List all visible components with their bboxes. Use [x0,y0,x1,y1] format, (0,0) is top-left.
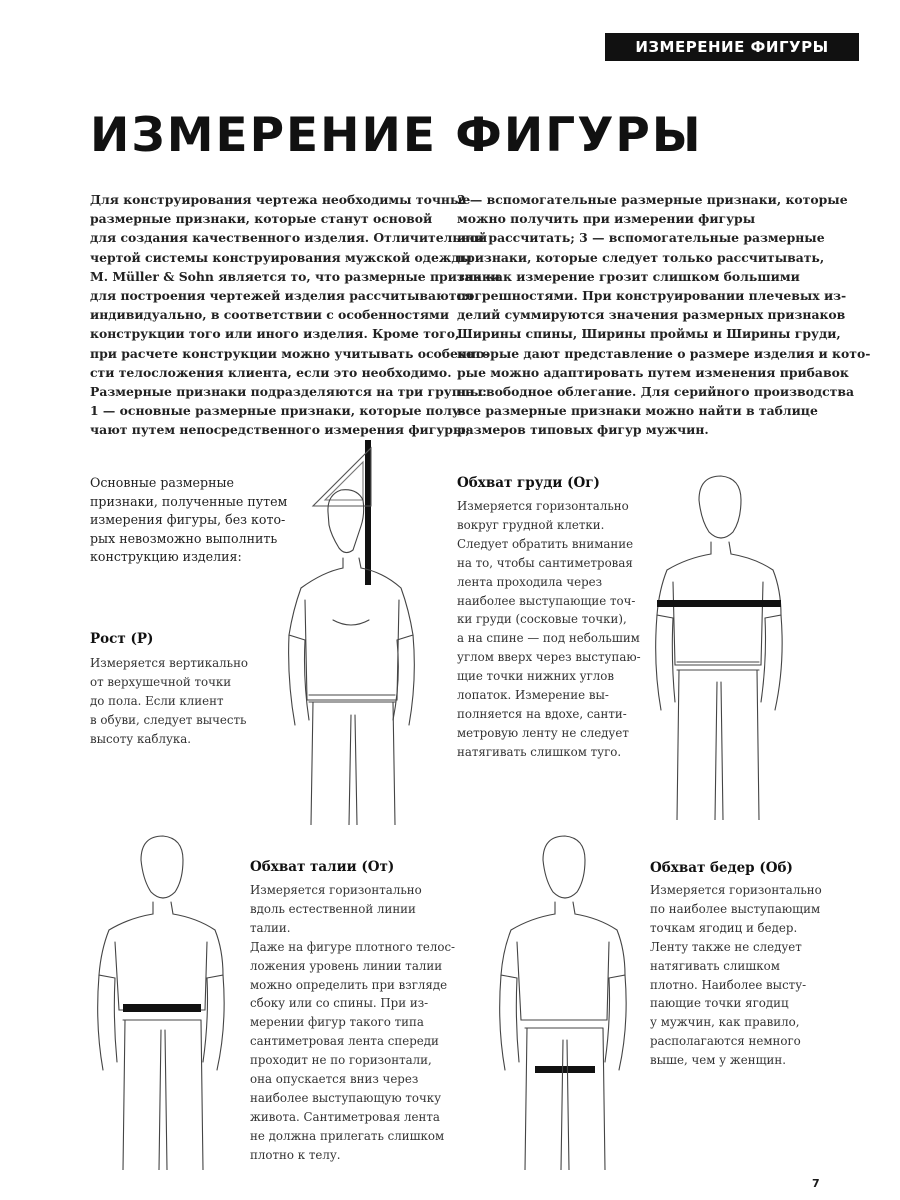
text-line: M. Müller & Sohn является то, что размерные признаки [90,268,501,284]
text-line: талии. [250,920,291,935]
text-line: сантиметровая лента спереди [250,1034,439,1049]
page-number: 7 [812,1177,820,1190]
text-line: а на спине — под небольшим [457,631,640,646]
text-line: для построения чертежей изделия рассчитываются [90,288,474,304]
text-line: Для конструирования чертежа необходимы точные [90,192,471,207]
text-line: от верхушечной точки [90,674,232,689]
text-line: Ширины спины, Ширины проймы и Ширины груди, [457,326,841,342]
page-title: ИЗМЕРЕНИЕ ФИГУРЫ [90,108,703,163]
text-line: все размерные признаки можно найти в таблице [457,403,818,419]
male-figure-waist-icon [95,830,235,1170]
hips-text [650,881,822,1070]
text-line: лента проходила через [457,574,603,589]
text-line: Даже на фигуре плотного телос- [250,939,456,954]
text-line: до пола. Если клиент [90,693,224,708]
text-line: 2 — вспомогательные размерные признаки, которые [457,192,848,207]
text-line: сти телосложения клиента, если это необходимо. [90,364,452,380]
text-line: на свободное облегание. Для серийного производства [457,384,854,400]
chest-title: Обхват груди (Ог) [457,475,600,491]
text-line: натягивать слишком [650,958,780,973]
text-line: так как измерение грозит слишком большими [457,268,800,284]
text-line: рые можно адаптировать путем изменения прибавок [457,364,849,380]
male-figure-height-icon [283,440,433,825]
text-line: полняется на вдохе, санти- [457,706,627,721]
text-line: щие точки нижних углов [457,669,615,684]
text-line: у мужчин, как правило, [650,1015,800,1030]
text-line: ки груди (сосковые точки), [457,612,627,627]
male-figure-chest-icon [647,470,787,820]
text-line: точкам ягодиц и бедер. [650,920,798,935]
text-line: наиболее выступающую точку [250,1090,442,1105]
height-text [90,654,248,749]
text-line: индивидуально, в соответствии с особенностями [90,307,450,323]
text-line: размерные признаки, которые станут основой [90,211,433,227]
text-line: можно получить при измерении фигуры [457,211,756,227]
text-line: пающие точки ягодиц [650,996,789,1011]
text-line: чертой системы конструирования мужской одежды [90,249,473,265]
text-line: Измеряется горизонтально [250,883,422,897]
text-line: делий суммируются значения размерных признаков [457,307,846,323]
text-line: Измеряется горизонтально [457,499,629,513]
text-line: ложения уровень линии талии [250,958,443,973]
text-line: конструкцию изделия: [90,549,242,565]
text-line: натягивать слишком туго. [457,744,622,759]
text-line: наиболее выступающие точ- [457,593,636,608]
text-line: можно определить при взгляде [250,977,448,992]
text-line: вдоль естественной линии [250,901,416,916]
text-line: Измеряется горизонтально [650,883,822,897]
text-line: плотно. Наиболее высту- [650,977,807,992]
text-line: или рассчитать; 3 — вспомогательные размерные [457,230,825,246]
text-line: на то, чтобы сантиметровая [457,555,633,570]
text-line: Следует обратить внимание [457,536,634,551]
text-line: Основные размерные [90,475,234,490]
intro-left [90,190,500,440]
text-line: вокруг грудной клетки. [457,517,605,532]
text-line: не должна прилегать слишком [250,1128,445,1143]
text-line: признаки, полученные путем [90,493,288,509]
text-line: погрешностями. При конструировании плечевых из- [457,288,847,304]
text-line: Ленту также не следует [650,939,802,954]
text-line: высоту каблука. [90,731,192,746]
text-line: которые дают представление о размере изделия и кото- [457,345,871,361]
text-line: лопаток. Измерение вы- [457,688,609,703]
waist-title: Обхват талии (От) [250,859,395,875]
text-line: живота. Сантиметровая лента [250,1109,440,1124]
text-line: признаки, которые следует только рассчитывать, [457,249,825,265]
text-line: плотно к телу. [250,1147,341,1162]
text-line: при расчете конструкции можно учитывать особенно- [90,345,490,361]
text-line: Размерные признаки подразделяются на три группы: [90,384,487,400]
intro-right [457,190,870,440]
male-figure-hips-icon [497,830,637,1170]
text-line: метровую ленту не следует [457,725,629,740]
text-line: располагаются немного [650,1034,801,1049]
text-line: рых невозможно выполнить [90,530,278,546]
text-line: в обуви, следует вычесть [90,712,247,727]
height-title: Рост (Р) [90,631,154,647]
text-line: для создания качественного изделия. Отличительной [90,230,488,246]
text-line: проходит не по горизонтали, [250,1053,432,1068]
text-line: выше, чем у женщин. [650,1053,787,1068]
basic-measurements-note [90,474,287,567]
text-line: 1 — основные размерные признаки, которые полу- [90,403,465,419]
text-line: чают путем непосредственного измерения фигуры; [90,422,470,438]
text-line: мерении фигур такого типа [250,1015,424,1030]
text-line: углом вверх через выступаю- [457,650,641,665]
text-line: сбоку или со спины. При из- [250,996,429,1011]
section-tab: ИЗМЕРЕНИЕ ФИГУРЫ [605,33,859,61]
waist-text [250,881,455,1165]
text-line: по наиболее выступающим [650,901,821,916]
text-line: измерения фигуры, без кото- [90,512,286,528]
chest-text [457,497,641,762]
text-line: она опускается вниз через [250,1072,419,1087]
text-line: размеров типовых фигур мужчин. [457,422,709,438]
hips-title: Обхват бедер (Об) [650,860,793,876]
text-line: Измеряется вертикально [90,656,249,670]
text-line: конструкции того или иного изделия. Кроме того, [90,326,460,342]
